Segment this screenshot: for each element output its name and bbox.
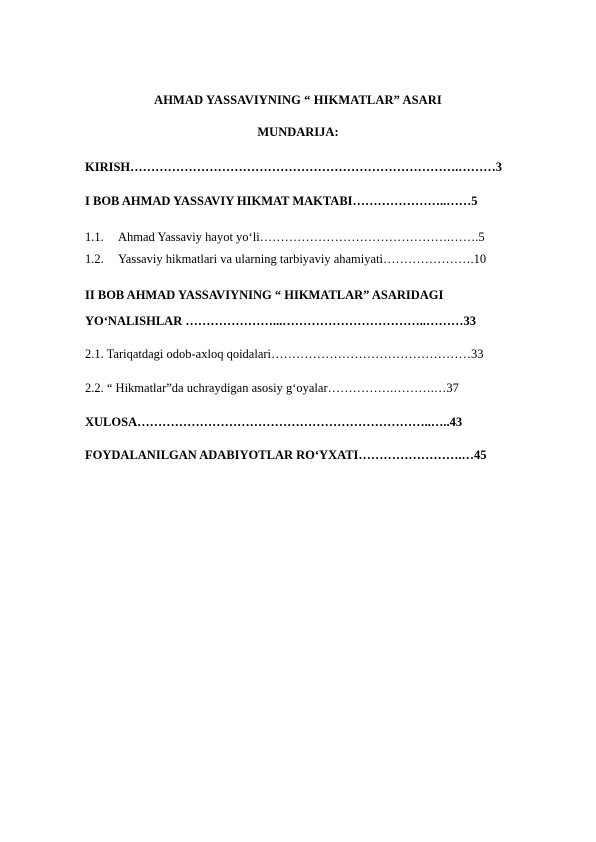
toc-heading: MUNDARIJA: [257,125,339,139]
toc-entry-1-1 [85,230,485,245]
toc-entry-1-2 [85,252,486,267]
toc-entry-kirish: KIRISH…………………………………………………………………….………3 [85,160,503,174]
toc-entry-number: 1.1. [85,230,104,244]
toc-entry-text: Yassaviy hikmatlari va ularning tarbiyaviy ahamiyati………………….10 [118,252,487,266]
toc-entry-text: Ahmad Yassaviy hayot yo‘li……………………………………….…….5 [118,230,485,244]
document-title: AHMAD YASSAVIYNING “ HIKMATLAR” ASARI [154,93,442,107]
toc-entry-bob1: I BOB AHMAD YASSAVIY HIKMAT MAKTABI…………………..……5 [85,194,478,208]
toc-entry-foydalanilgan: FOYDALANILGAN ADABIYOTLAR RO‘YXATI…………………….…45 [85,448,487,462]
toc-entry-2-1: 2.1. Tariqatdagi odob-axloq qoidalari…………………………………………33 [85,347,484,361]
toc-entry-2-2: 2.2. “ Hikmatlar”da uchraydigan asosiy g‘oyalar…………….……….…37 [85,381,459,395]
toc-entry-bob2-line1: II BOB AHMAD YASSAVIYNING “ HIKMATLAR” ASARIDAGI [85,288,444,302]
toc-entry-bob2-line2: YO‘NALISHLAR …………………...……………………………..………33 [85,314,476,328]
toc-entry-number: 1.2. [85,252,104,266]
toc-entry-xulosa: XULOSA……………………………………………………………..…..43 [85,415,463,429]
